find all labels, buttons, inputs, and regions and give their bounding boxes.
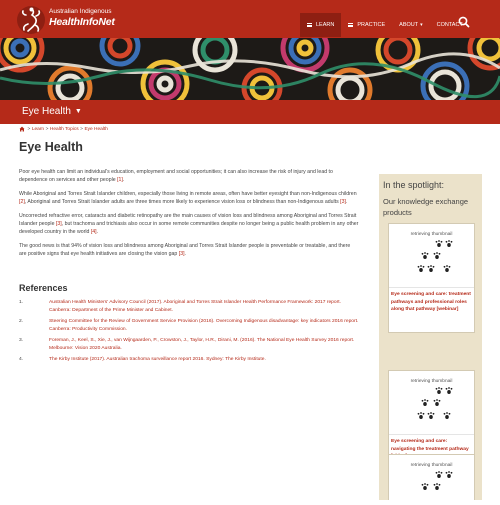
breadcrumb-eye-health[interactable]: Eye Health: [84, 126, 108, 132]
reference-item: [19, 318, 364, 334]
paw-prints-icon: [417, 240, 453, 274]
paragraph: [19, 168, 359, 184]
citation-link[interactable]: [3]: [55, 221, 62, 227]
spotlight-card[interactable]: [388, 223, 475, 333]
menu-lines-icon: [307, 23, 312, 27]
reference-number: 2.: [19, 319, 24, 325]
card-thumbnail: [389, 371, 474, 435]
citation-link[interactable]: [4]: [90, 229, 97, 235]
section-title: Eye Health: [22, 106, 71, 117]
breadcrumb-separator: >: [45, 126, 49, 132]
breadcrumb-learn[interactable]: Learn: [31, 126, 45, 132]
paragraph: [19, 212, 359, 236]
page-title: Eye Health: [19, 140, 83, 154]
card-title-link[interactable]: Eye screening and care: navigating the treatment pathway: [391, 439, 469, 452]
chevron-down-icon: ▼: [74, 108, 82, 115]
citation-link[interactable]: [3]: [340, 199, 346, 205]
references-list: [19, 299, 364, 368]
paragraph-text: While Aboriginal and Torres Strait Islander children, especially those living in remote areas, often have better eyesight than non-Indigenous children: [19, 191, 357, 197]
reference-number: 1.: [19, 300, 24, 305]
spotlight-card[interactable]: [388, 454, 475, 500]
paragraph-text: , but trachoma and trichiasis also occur in some remote communities despite no longer being a public health problem in any other developed country in the world: [19, 221, 359, 235]
breadcrumb-separator: >: [80, 126, 83, 132]
card-thumbnail: [389, 224, 474, 288]
hero-artwork-banner: [0, 38, 500, 100]
thumbnail-loading-text: retrieving thumbnail: [410, 463, 453, 468]
aboriginal-art-pattern: [0, 38, 500, 100]
breadcrumb: [19, 126, 108, 132]
paragraph: [19, 190, 359, 206]
nav-about-label: ABOUT: [399, 22, 419, 28]
reference-number: 4.: [19, 357, 24, 363]
nav-about[interactable]: [392, 13, 429, 37]
search-icon[interactable]: [457, 15, 471, 29]
paragraph-end: .: [96, 229, 99, 235]
citation-link[interactable]: [2]: [19, 199, 25, 205]
spotlight-title: In the spotlight:: [383, 180, 445, 190]
caret-down-icon: ▾: [420, 22, 423, 28]
citation-link[interactable]: [1]: [117, 177, 123, 183]
reference-link[interactable]: The Kirby Institute (2017). Australian trachoma surveillance report 2016. Sydney: The Kirby Institute.: [49, 357, 266, 363]
reference-item: [19, 337, 364, 353]
citation-link[interactable]: [3]: [178, 251, 185, 257]
logo-tagline: Australian Indigenous: [49, 8, 112, 15]
nav-contact-label: CONTACT: [436, 22, 463, 28]
card-title-link[interactable]: Eye screening and care: treatment pathways and professional roles along that pathway [webinar]: [391, 292, 471, 313]
reference-link[interactable]: Australian Health Ministers' Advisory Council (2017). Aboriginal and Torres Strait Islander Health Performance Framework: 2017 report. Canberra: Department of the Prime Minister and Cabinet.: [49, 300, 341, 313]
thumbnail-loading-text: retrieving thumbnail: [410, 232, 453, 237]
site-logo[interactable]: [16, 4, 116, 36]
section-dropdown[interactable]: [22, 106, 82, 117]
nav-practice[interactable]: [341, 13, 392, 37]
breadcrumb-health-topics[interactable]: Health Topics: [49, 126, 79, 132]
paragraph-end: .: [122, 177, 125, 183]
nav-learn[interactable]: [300, 13, 341, 37]
paw-prints-icon: [417, 387, 453, 421]
thumbnail-loading-text: retrieving thumbnail: [410, 379, 453, 384]
spotlight-panel: [379, 174, 482, 500]
breadcrumb-separator: >: [27, 126, 31, 132]
site-header: [0, 0, 500, 38]
paragraph-end: .: [345, 199, 348, 205]
references-heading: References: [19, 283, 68, 293]
card-thumbnail: [389, 455, 474, 501]
article-body: [19, 168, 359, 264]
reference-link[interactable]: Foreman, J., Keel, S., Xie, J., van Wijngaarden, P., Crowston, J., Taylor, H.R., Dirani, M. (2016). The National Eye Health Survey 2016 report. Melbourne: Vision 2020 Australia.: [49, 338, 355, 351]
paragraph: [19, 242, 359, 258]
reference-item: [19, 299, 364, 315]
reference-item: [19, 356, 364, 364]
main-nav: [300, 13, 470, 37]
nav-practice-label: PRACTICE: [357, 22, 386, 28]
spotlight-subtitle: Our knowledge exchange products: [383, 197, 469, 217]
nav-learn-label: LEARN: [316, 22, 335, 28]
home-icon[interactable]: [19, 126, 25, 132]
menu-lines-icon: [348, 23, 353, 27]
paragraph-text: The good news is that 94% of vision loss and blindness among Aboriginal and Torres Strait Islander people is preventable or treatable, and there are positive signs that eye health initiatives are closing the vision gap: [19, 243, 351, 257]
paragraph-text: Poor eye health can limit an individual's education, employment and social opportunities; it can also increase the risk of injury and lead to dependence on services and other people: [19, 169, 333, 183]
reference-number: 3.: [19, 338, 24, 344]
paragraph-text: Uncorrected refractive error, cataracts and diabetic retinopathy are the main causes of vision loss and blindness among Aboriginal and Torres Strait Islander people: [19, 213, 357, 227]
reference-link[interactable]: Steering Committee for the Review of Government Service Provision (2016). Overcoming Indigenous disadvantage: key indicators 2016 report. Canberra: Productivity Commission.: [49, 319, 359, 332]
paragraph-text: , Aboriginal and Torres Strait Islander adults are three times more likely to experience vision loss or blindness than non-Indigenous adults: [24, 199, 341, 205]
paragraph-end: .: [184, 251, 186, 257]
gecko-logo-icon: [16, 4, 46, 36]
logo-wordmark: HealthInfoNet: [49, 16, 115, 28]
